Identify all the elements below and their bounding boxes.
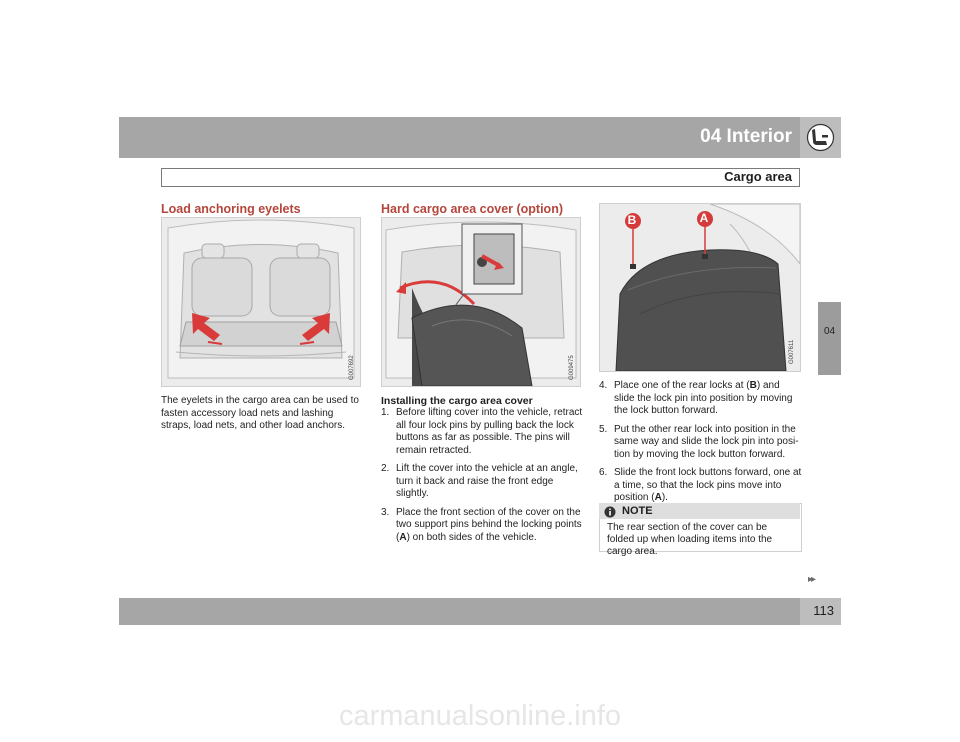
callout-b-label: B <box>627 213 637 227</box>
load-anchoring-eyelets-heading: Load anchoring eyelets <box>161 202 301 216</box>
chapter-icon-box <box>800 117 841 158</box>
list-item: 5. Put the other rear lock into position in the same way and slide the lock pin into posi-tion by moving the lock button forward. <box>599 423 799 460</box>
eyelets-description: The eyelets in the cargo area can be used to fasten accessory load nets and lashing straps, load nets, and other load anchors. <box>161 395 359 431</box>
chapter-side-tab <box>818 302 841 375</box>
note-title: NOTE <box>622 505 653 517</box>
footer-band <box>119 598 800 625</box>
list-item: 1. Before lifting cover into the vehicle, retract all four lock pins by pulling back the lock buttons as far as possible. The pins will remain retracted. <box>381 407 583 456</box>
seat-icon <box>800 117 841 158</box>
header-band <box>119 117 800 158</box>
installation-steps-1-3 <box>381 407 584 550</box>
section-title: Cargo area <box>724 169 792 184</box>
figure-code: G007611 <box>789 339 795 364</box>
cargo-cover-locks-illustration <box>600 204 800 371</box>
hard-cargo-cover-heading: Hard cargo area cover (option) <box>381 202 563 216</box>
chapter-title: 04 Interior <box>700 126 792 147</box>
eyelets-figure <box>161 217 361 387</box>
list-item: 3. Place the front section of the cover on the two support pins behind the locking points (A) on both sides of the vehicle. <box>381 506 582 543</box>
cargo-cover-installation-illustration <box>382 218 580 386</box>
next-page-indicator-icon: ▸▸ <box>808 574 815 585</box>
chapter-side-tab-number: 04 <box>823 326 836 337</box>
page-number: 113 <box>813 603 834 618</box>
installation-steps-4-6 <box>599 380 802 511</box>
info-icon <box>604 505 616 523</box>
list-item: 2. Lift the cover into the vehicle at an angle, turn it back and raise the front edge slightly. <box>381 463 578 499</box>
section-bar <box>161 168 800 187</box>
watermark: carmanualsonline.info <box>338 700 622 732</box>
callout-a-label: A <box>699 211 709 225</box>
list-item: 4. Place one of the rear locks at (B) and slide the lock pin into position by moving the lock button forward. <box>599 380 793 416</box>
installing-cover-subheading: Installing the cargo area cover <box>381 395 533 407</box>
cargo-cover-locks-figure <box>599 203 801 372</box>
figure-code: G009475 <box>569 355 575 380</box>
note-text: The rear section of the cover can be folded up when loading items into the cargo area. <box>607 522 773 557</box>
list-item: 6. Slide the front lock buttons forward, one at a time, so that the lock pins move into position (A). <box>599 467 802 503</box>
cargo-cover-figure <box>381 217 581 387</box>
figure-code: G007692 <box>349 355 355 380</box>
cargo-eyelets-illustration <box>162 218 360 386</box>
